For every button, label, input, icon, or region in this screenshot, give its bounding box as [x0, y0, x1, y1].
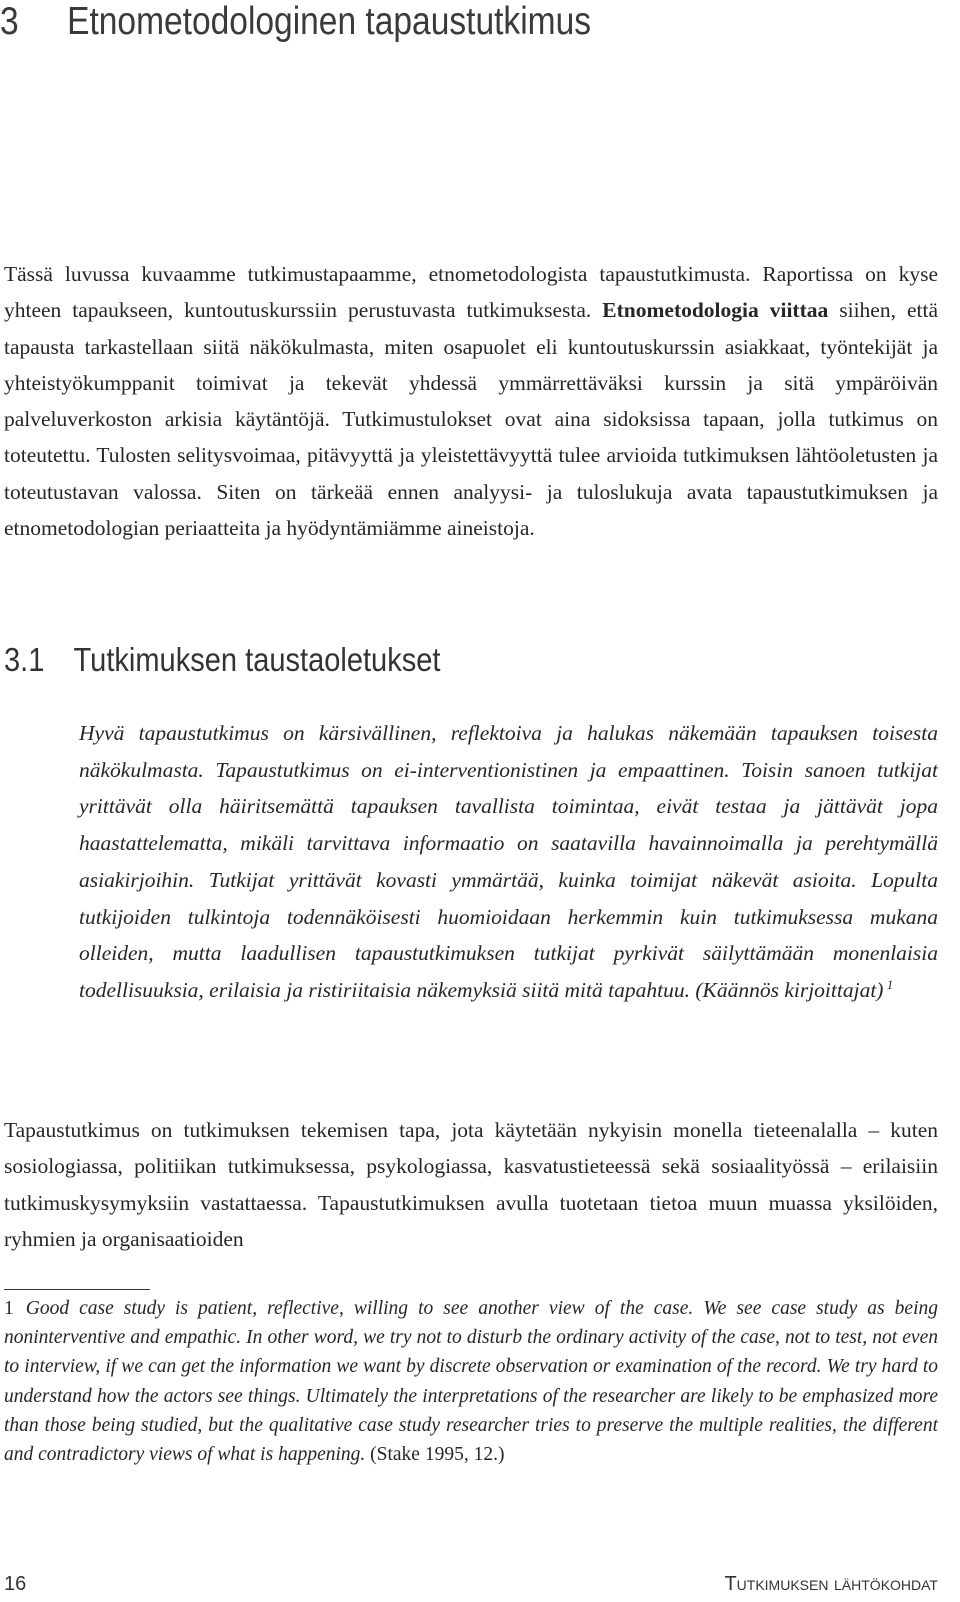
running-head: Tutkimuksen lähtökohdat	[724, 1573, 938, 1595]
quote-text: Hyvä tapaustutkimus on kärsivällinen, reflektoiva ja halukas näkemään tapauksen toisesta näkökulmasta. Tapaustutkimus on ei-interventionistinen ja empaattinen. Toisin sanoen tutkijat yrittävät olla häiritsemättä tapauksen tavallista toimintaa, eivät testaa ja jättävät jopa haastattelematta, mikäli tarvittava informaatio on saatavilla havainnoimalla ja perehtymällä asiakirjoihin. Tutkijat yrittävät kovasti ymmärtää, kuinka toimijat näkevät asioita. Lopulta tutkijoiden tulkintoja todennäköisesti huomioidaan herkemmin kuin tutkimuksessa mukana olleiden, mutta laadullisen tapaustutkimuksen tutkijat pyrkivät säilyttämään monenlaisia todellisuuksia, erilaisia ja ristiriitaisia näkemyksiä siitä mitä tapahtuu. (Käännös kirjoittajat)	[79, 721, 938, 1002]
section-heading	[4, 640, 440, 680]
block-quote	[79, 715, 938, 1009]
intro-text-start: Tässä luvussa kuvaamme tutkimustapaamme, etnometodologista tapaustutkimusta. Raportissa on kyse yhteen tapaukseen, kuntoutuskurssiin perustuvasta tutkimuksesta.	[4, 262, 938, 323]
intro-paragraph	[4, 256, 938, 546]
footnote-divider	[4, 1289, 150, 1290]
footnote	[4, 1294, 938, 1469]
intro-bold-term: Etnometodologia viittaa	[602, 298, 829, 323]
section-number: 3.1	[4, 641, 45, 678]
section-title: Tutkimuksen taustaoletukset	[73, 641, 441, 678]
footnote-quote: Good case study is patient, reflective, willing to see another view of the case. We see case study as being noninterventive and empathic. In other word, we try not to disturb the ordinary activity of the case, not to test, not even to interview, if we can get the information we want by discrete observation or examination of the record. We try hard to understand how the actors see things. Ultimately the interpretations of the researcher are likely to be emphasized more than those being studied, but the qualitative case study researcher tries to preserve the multiple realities, the different and contradictory views of what is happening.	[4, 1298, 938, 1466]
footnote-citation: (Stake 1995, 12.)	[365, 1444, 505, 1466]
page-number: 16	[4, 1573, 27, 1595]
chapter-title: Etnometodologinen tapaustutkimus	[67, 0, 592, 43]
chapter-heading	[0, 0, 591, 44]
body-text: Tapaustutkimus on tutkimuksen tekemisen tapa, jota käytetään nykyisin monella tieteenalalla – kuten sosiologiassa, politiikan tutkimuksessa, psykologiassa, kasvatustieteessä sekä sosiaalityössä – erilaisiin tutkimuskysymyksiin vastattaessa. Tapaustutkimuksen avulla tuotetaan tietoa muun muassa yksilöiden, ryhmien ja organisaatioiden	[4, 1118, 938, 1251]
footnote-number: 1	[4, 1298, 14, 1319]
intro-text-rest: siihen, että tapausta tarkastellaan siitä näkökulmasta, miten osapuolet eli kuntoutuskurssin asiakkaat, työntekijät ja yhteistyökumppanit toimivat ja tekevät yhdessä ymmärrettäväksi kurssin ja sitä ympäröivän palveluverkoston arkisia käytäntöjä. Tutkimustulokset ovat aina sidoksissa tapaan, jolla tutkimus on toteutettu. Tulosten selitysvoimaa, pitävyyttä ja yleistettävyyttä tulee arvioida tutkimuksen lähtöoletusten ja toteutustavan valossa. Siten on tärkeää ennen analyysi- ja tuloslukuja avata tapaustutkimuksen ja etnometodologian periaatteita ja hyödyntämiämme aineistoja.	[4, 298, 938, 541]
body-paragraph	[4, 1112, 938, 1257]
chapter-number: 3	[0, 0, 19, 43]
footnote-reference[interactable]: 1	[886, 976, 894, 992]
